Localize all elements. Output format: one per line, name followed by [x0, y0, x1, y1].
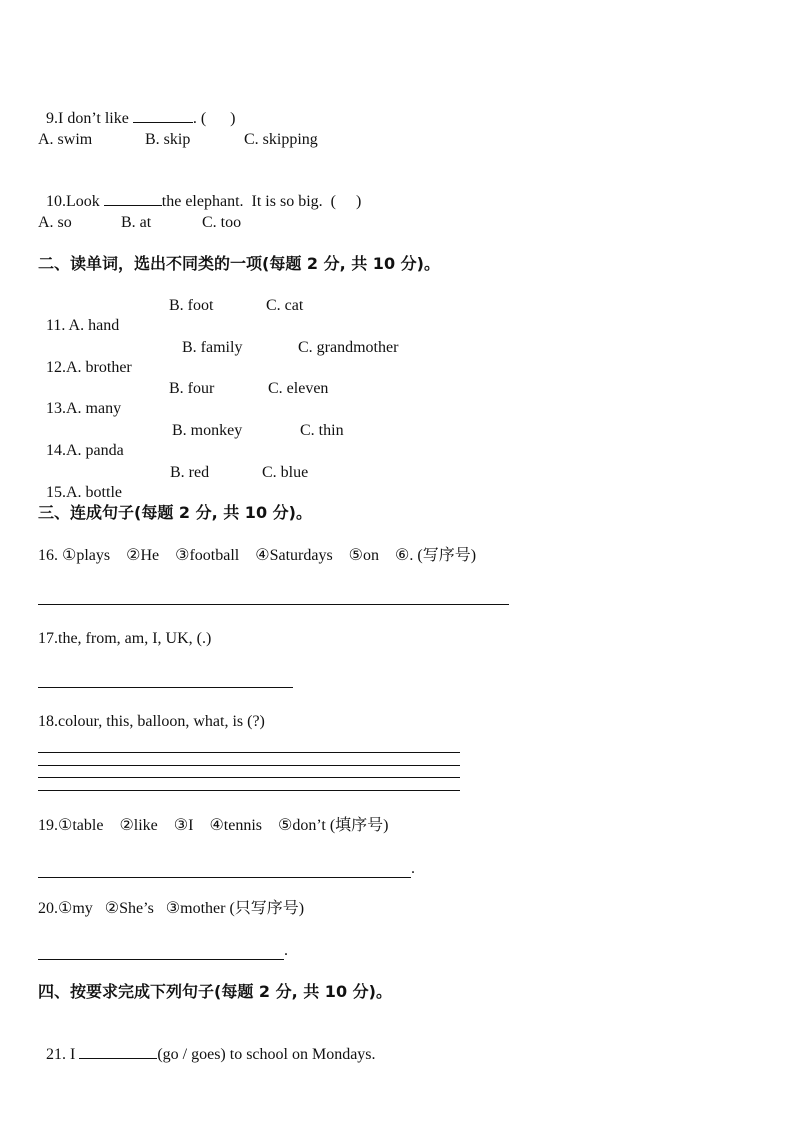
answer-line[interactable] [38, 959, 284, 960]
option-a: A. hand [68, 317, 120, 334]
question-9 [38, 88, 235, 129]
question-13-number: 13. [46, 400, 66, 417]
answer-blank[interactable] [133, 108, 193, 123]
question-21 [38, 1024, 376, 1065]
question-10-suffix: the elephant. It is so big. ( ) [161, 193, 362, 210]
option-c: C. thin [300, 422, 344, 439]
question-18: 18.colour, this, balloon, what, is (?) [38, 713, 265, 730]
section-4-title: 四、按要求完成下列句子(每题 2 分, 共 10 分)。 [38, 982, 392, 1001]
question-14-number: 14. [46, 442, 66, 459]
option-c: C. skipping [244, 131, 318, 148]
question-10-prefix: 10.Look [46, 193, 104, 210]
question-19: 19.①table ②like ③I ④tennis ⑤don’t (填序号) [38, 817, 389, 834]
question-20: 20.①my ②She’s ③mother (只写序号) [38, 900, 305, 917]
question-11-number: 11. [46, 317, 69, 334]
option-b: B. skip [145, 131, 191, 148]
answer-blank[interactable] [104, 191, 162, 206]
option-a: A. bottle [66, 484, 122, 501]
option-b: B. foot [169, 297, 214, 314]
option-b: B. monkey [172, 422, 243, 439]
option-c: C. eleven [268, 380, 329, 397]
option-b: B. four [169, 380, 215, 397]
question-12-number: 12. [46, 359, 66, 376]
answer-end-period: . [411, 860, 415, 877]
answer-line[interactable] [38, 765, 460, 766]
option-b: B. red [170, 464, 210, 481]
question-14 [38, 421, 124, 461]
answer-line[interactable] [38, 877, 411, 878]
question-17: 17.the, from, am, I, UK, (.) [38, 630, 212, 647]
option-c: C. cat [266, 297, 304, 314]
question-15 [38, 463, 122, 503]
question-13 [38, 379, 121, 419]
section-3-title: 三、连成句子(每题 2 分, 共 10 分)。 [38, 503, 312, 522]
answer-line[interactable] [38, 604, 509, 605]
question-16: 16. ①plays ②He ③football ④Saturdays ⑤on ⑥. (写序号) [38, 547, 477, 564]
option-a: A. brother [66, 359, 132, 376]
question-21-suffix: (go / goes) to school on Mondays. [157, 1046, 376, 1063]
section-2-title: 二、读单词，选出不同类的一项(每题 2 分, 共 10 分)。 [38, 254, 440, 273]
answer-blank[interactable] [79, 1044, 157, 1059]
option-c: C. too [202, 214, 242, 231]
question-12 [38, 338, 132, 378]
answer-line[interactable] [38, 790, 460, 791]
question-15-number: 15. [46, 484, 66, 501]
option-c: C. blue [262, 464, 309, 481]
option-c: C. grandmother [298, 339, 399, 356]
question-9-prefix: 9.I don’t like [46, 110, 133, 127]
question-11 [38, 296, 119, 336]
option-b: B. at [121, 214, 152, 231]
option-a: A. many [66, 400, 122, 417]
option-a: A. so [38, 214, 72, 231]
question-10 [38, 171, 361, 212]
question-21-prefix: 21. I [46, 1046, 80, 1063]
question-9-suffix: . ( ) [192, 110, 236, 127]
answer-line[interactable] [38, 752, 460, 753]
answer-line[interactable] [38, 777, 460, 778]
answer-line[interactable] [38, 687, 293, 688]
option-a: A. swim [38, 131, 93, 148]
answer-end-period: . [284, 942, 288, 959]
option-b: B. family [182, 339, 243, 356]
option-a: A. panda [66, 442, 124, 459]
